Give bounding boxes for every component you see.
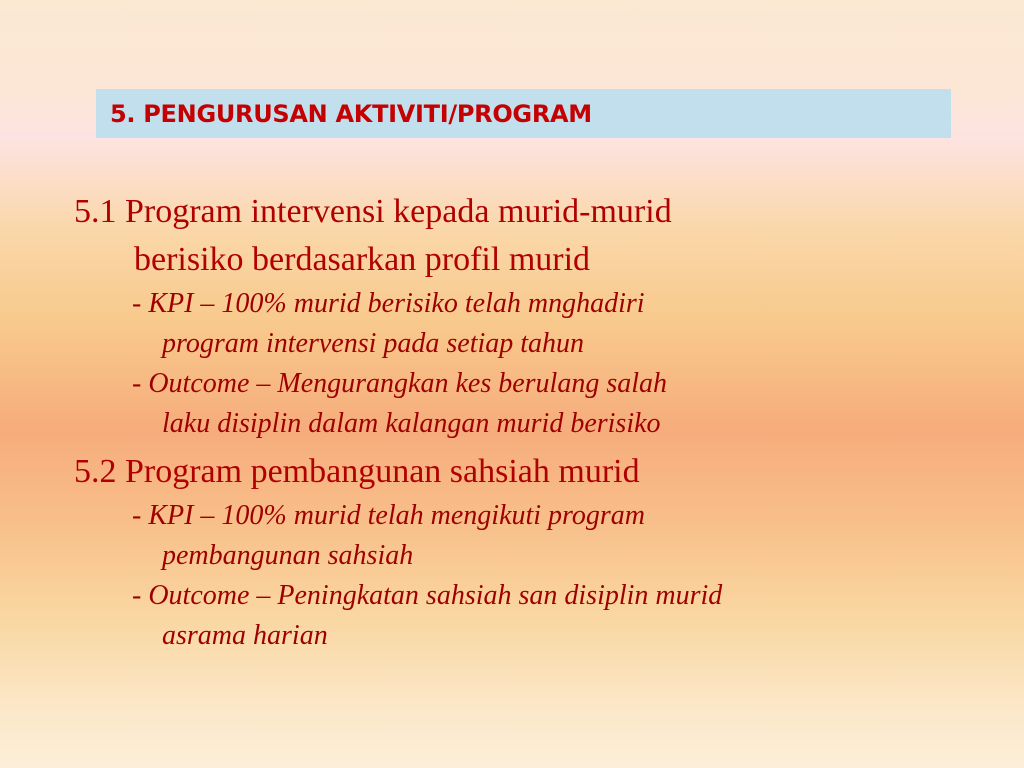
slide-title-box [96, 89, 951, 138]
section-5-2-kpi-line2: pembangunan sahsiah [162, 540, 414, 571]
section-5-1-outcome-line2: laku disiplin dalam kalangan murid berisiko [162, 408, 661, 439]
section-5-2-kpi-line1: - KPI – 100% murid telah mengikuti program [132, 500, 646, 531]
section-5-1-outcome-line1: - Outcome – Mengurangkan kes berulang salah [132, 368, 668, 399]
section-5-1-kpi-line2: program intervensi pada setiap tahun [162, 328, 585, 359]
section-5-1-heading-line1: 5.1 Program intervensi kepada murid-murid [74, 193, 672, 230]
section-5-1-kpi-line1: - KPI – 100% murid berisiko telah mnghadiri [132, 288, 645, 319]
slide-title: 5. PENGURUSAN AKTIVITI/PROGRAM [110, 99, 592, 128]
section-5-1-heading-line2: berisiko berdasarkan profil murid [134, 241, 591, 278]
section-5-2-outcome-line1: - Outcome – Peningkatan sahsiah san disiplin murid [132, 580, 723, 611]
section-5-2-heading: 5.2 Program pembangunan sahsiah murid [74, 453, 640, 490]
section-5-2-outcome-line2: asrama harian [162, 620, 328, 651]
